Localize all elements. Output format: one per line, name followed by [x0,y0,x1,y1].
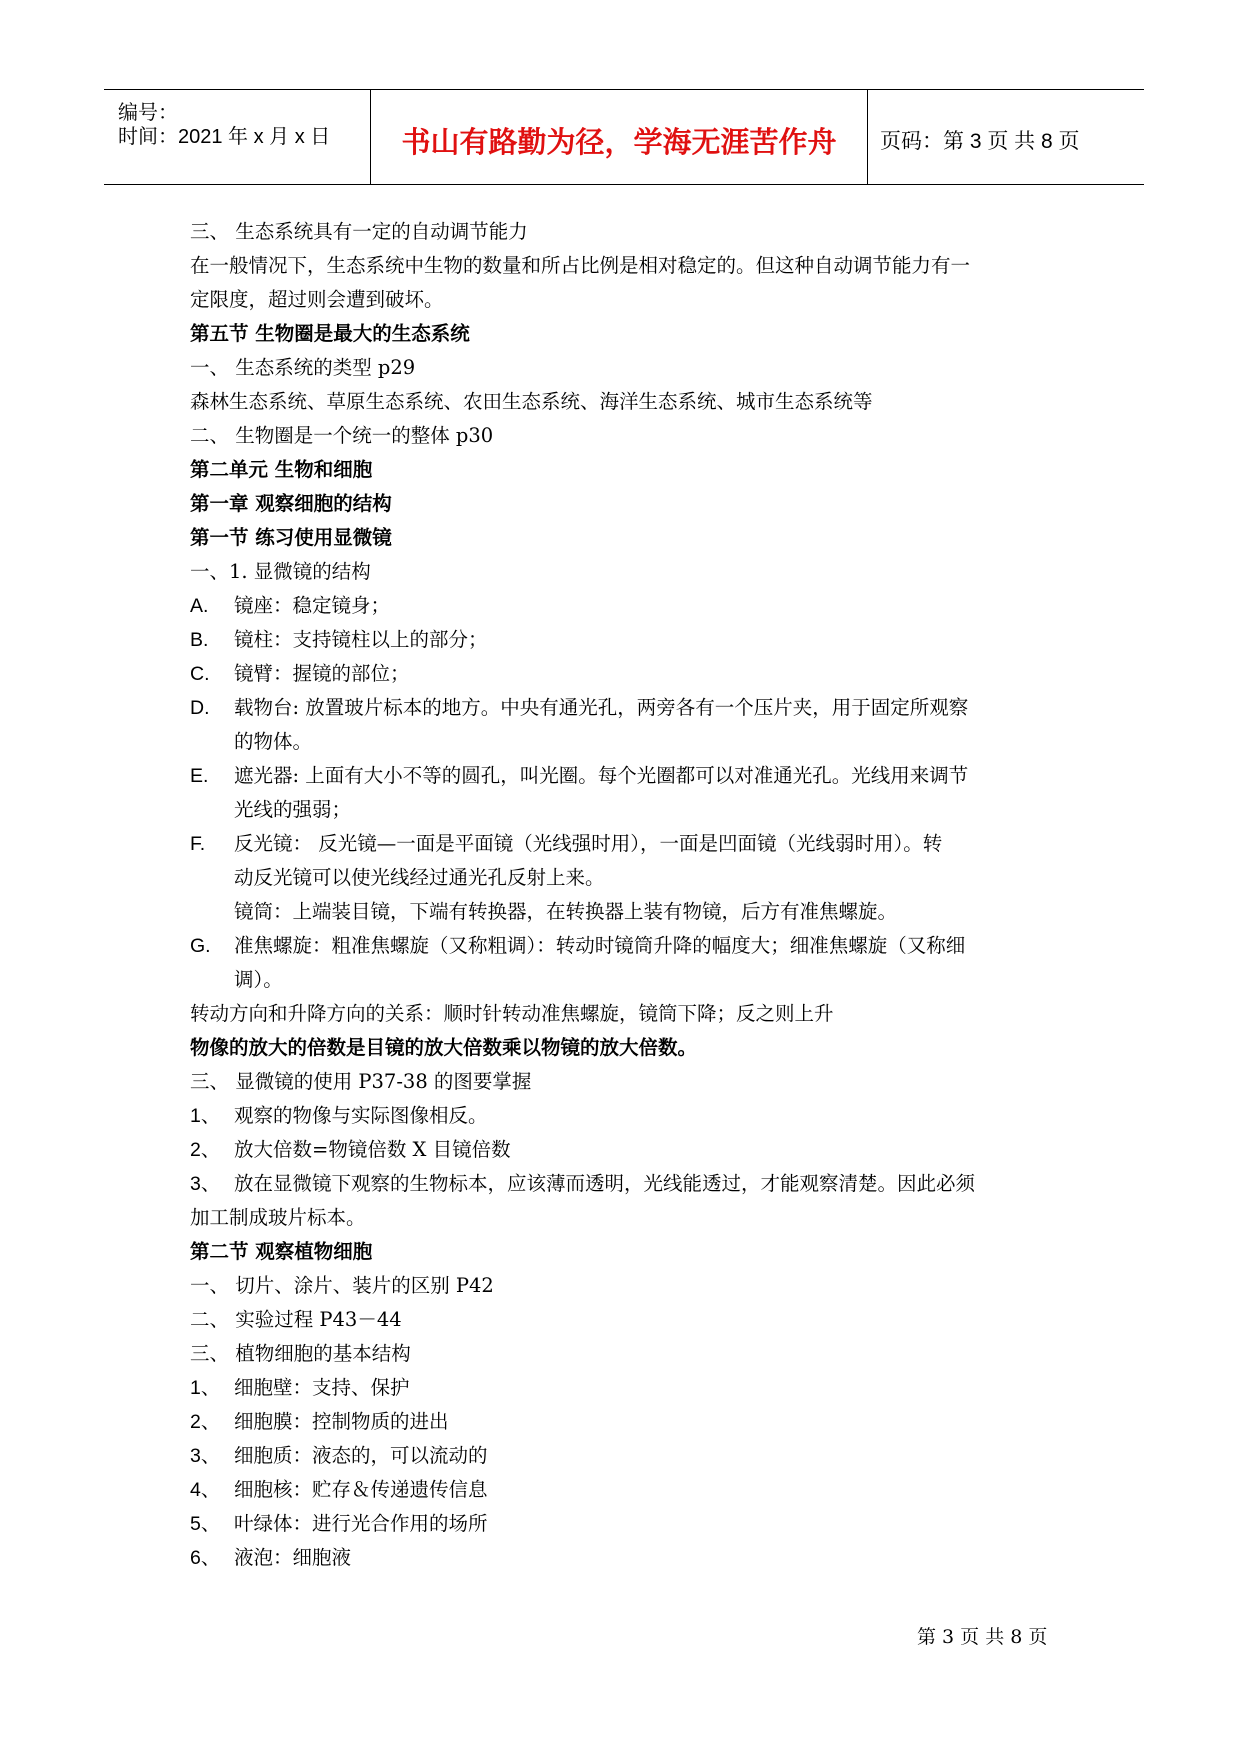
list-item-text: 镜臂：握镜的部位； [234,662,410,685]
list-marker: B. [190,629,209,651]
list-marker: 5、 [190,1513,221,1535]
list-item-text: 镜座：稳定镜身； [234,594,391,617]
list-item [190,1376,410,1400]
list-item [190,764,968,788]
unit-heading: 第二单元 生物和细胞 [190,458,373,481]
list-marker: 2、 [190,1411,221,1433]
list-marker: A. [190,595,209,617]
list-marker: 1、 [190,1105,221,1127]
number-label: 编号： [118,102,178,124]
list-item-text: 遮光器: 上面有大小不等的圆孔，叫光圈。每个光圈都可以对准通光孔。光线用来调节 [234,764,969,787]
list-marker: 3、 [190,1173,221,1195]
list-item [190,1478,488,1502]
page-footer: 第 3 页 共 8 页 [917,1626,1048,1648]
emphasis-line: 物像的放大的倍数是目镜的放大倍数乘以物镜的放大倍数。 [190,1036,698,1059]
list-item-continuation: 光线的强弱； [234,798,352,821]
list-item [190,1444,488,1468]
header-left-cell [104,90,370,184]
text-line: 三、 生态系统具有一定的自动调节能力 [190,220,528,243]
text-line: 森林生态系统、草原生态系统、农田生态系统、海洋生态系统、城市生态系统等 [190,390,873,413]
list-marker: D. [190,697,210,719]
list-item-text: 液泡：细胞液 [234,1546,352,1569]
text-line: 一、1. 显微镜的结构 [190,560,371,583]
list-item-text: 细胞膜：控制物质的进出 [234,1410,449,1433]
list-item [190,1410,449,1434]
list-item [190,832,942,856]
motto: 书山有路勤为径，学海无涯苦作舟 [401,125,837,159]
text-line: 三、 植物细胞的基本结构 [190,1342,411,1365]
page-code: 页码：第 3 页 共 8 页 [880,130,1080,153]
section-heading: 第五节 生物圈是最大的生态系统 [190,322,470,345]
list-item-text: 细胞壁：支持、保护 [234,1376,410,1399]
list-item-continuation: 的物体。 [234,730,313,753]
list-marker: 6、 [190,1547,221,1569]
list-marker: C. [190,663,210,685]
list-marker: E. [190,765,209,787]
list-marker: 1、 [190,1377,221,1399]
text-line: 二、 生物圈是一个统一的整体 p30 [190,424,494,447]
text-line: 一、 生态系统的类型 p29 [190,356,416,379]
list-item [190,1546,351,1570]
chapter-heading: 第一章 观察细胞的结构 [190,492,392,515]
text-line: 定限度，超过则会遭到破坏。 [190,288,444,311]
list-item-text: 叶绿体：进行光合作用的场所 [234,1512,488,1535]
list-marker: G. [190,935,211,957]
list-item [190,1172,975,1196]
header-right-cell [868,90,1144,184]
list-item-continuation: 调）。 [234,968,283,991]
list-item-text: 放大倍数=物镜倍数 X 目镜倍数 [234,1138,511,1161]
text-line: 加工制成玻片标本。 [190,1206,366,1229]
text-line: 二、 实验过程 P43－44 [190,1308,402,1331]
list-item-text: 细胞核：贮存＆传递遗传信息 [234,1478,488,1501]
list-marker: F. [190,833,206,855]
list-item [190,662,410,686]
section-heading: 第二节 观察植物细胞 [190,1240,373,1263]
text-line: 在一般情况下，生态系统中生物的数量和所占比例是相对稳定的。但这种自动调节能力有一 [190,254,971,277]
document-header [104,89,1144,185]
header-center-cell [370,90,868,184]
list-item-continuation: 镜筒：上端装目镜，下端有转换器，在转换器上装有物镜，后方有准焦螺旋。 [234,900,898,923]
text-line: 转动方向和升降方向的关系：顺时针转动准焦螺旋，镜筒下降；反之则上升 [190,1002,834,1025]
time-label: 时间：2021 年 x 月 x 日 [118,126,331,148]
list-item [190,696,968,720]
section-heading: 第一节 练习使用显微镜 [190,526,392,549]
list-item-text: 观察的物像与实际图像相反。 [234,1104,488,1127]
list-item-text: 反光镜： 反光镜—一面是平面镜（光线强时用），一面是凹面镜（光线弱时用）。转 [234,832,943,855]
list-item [190,1512,488,1536]
list-item-text: 细胞质：液态的，可以流动的 [234,1444,488,1467]
list-marker: 2、 [190,1139,221,1161]
list-marker: 4、 [190,1479,221,1501]
list-item [190,594,390,618]
text-line: 三、 显微镜的使用 P37-38 的图要掌握 [190,1070,532,1093]
list-marker: 3、 [190,1445,221,1467]
list-item-text: 镜柱：支持镜柱以上的部分； [234,628,488,651]
list-item [190,934,965,958]
list-item-continuation: 动反光镜可以使光线经过通光孔反射上来。 [234,866,605,889]
list-item-text: 准焦螺旋：粗准焦螺旋（又称粗调）：转动时镜筒升降的幅度大；细准焦螺旋（又称细 [234,934,966,957]
list-item-text: 放在显微镜下观察的生物标本，应该薄而透明，光线能透过，才能观察清楚。因此必须 [234,1172,976,1195]
list-item [190,1104,488,1128]
list-item-text: 载物台: 放置玻片标本的地方。中央有通光孔，两旁各有一个压片夹，用于固定所观察 [234,696,969,719]
list-item [190,628,488,652]
list-item [190,1138,511,1162]
text-line: 一、 切片、涂片、装片的区别 P42 [190,1274,494,1297]
